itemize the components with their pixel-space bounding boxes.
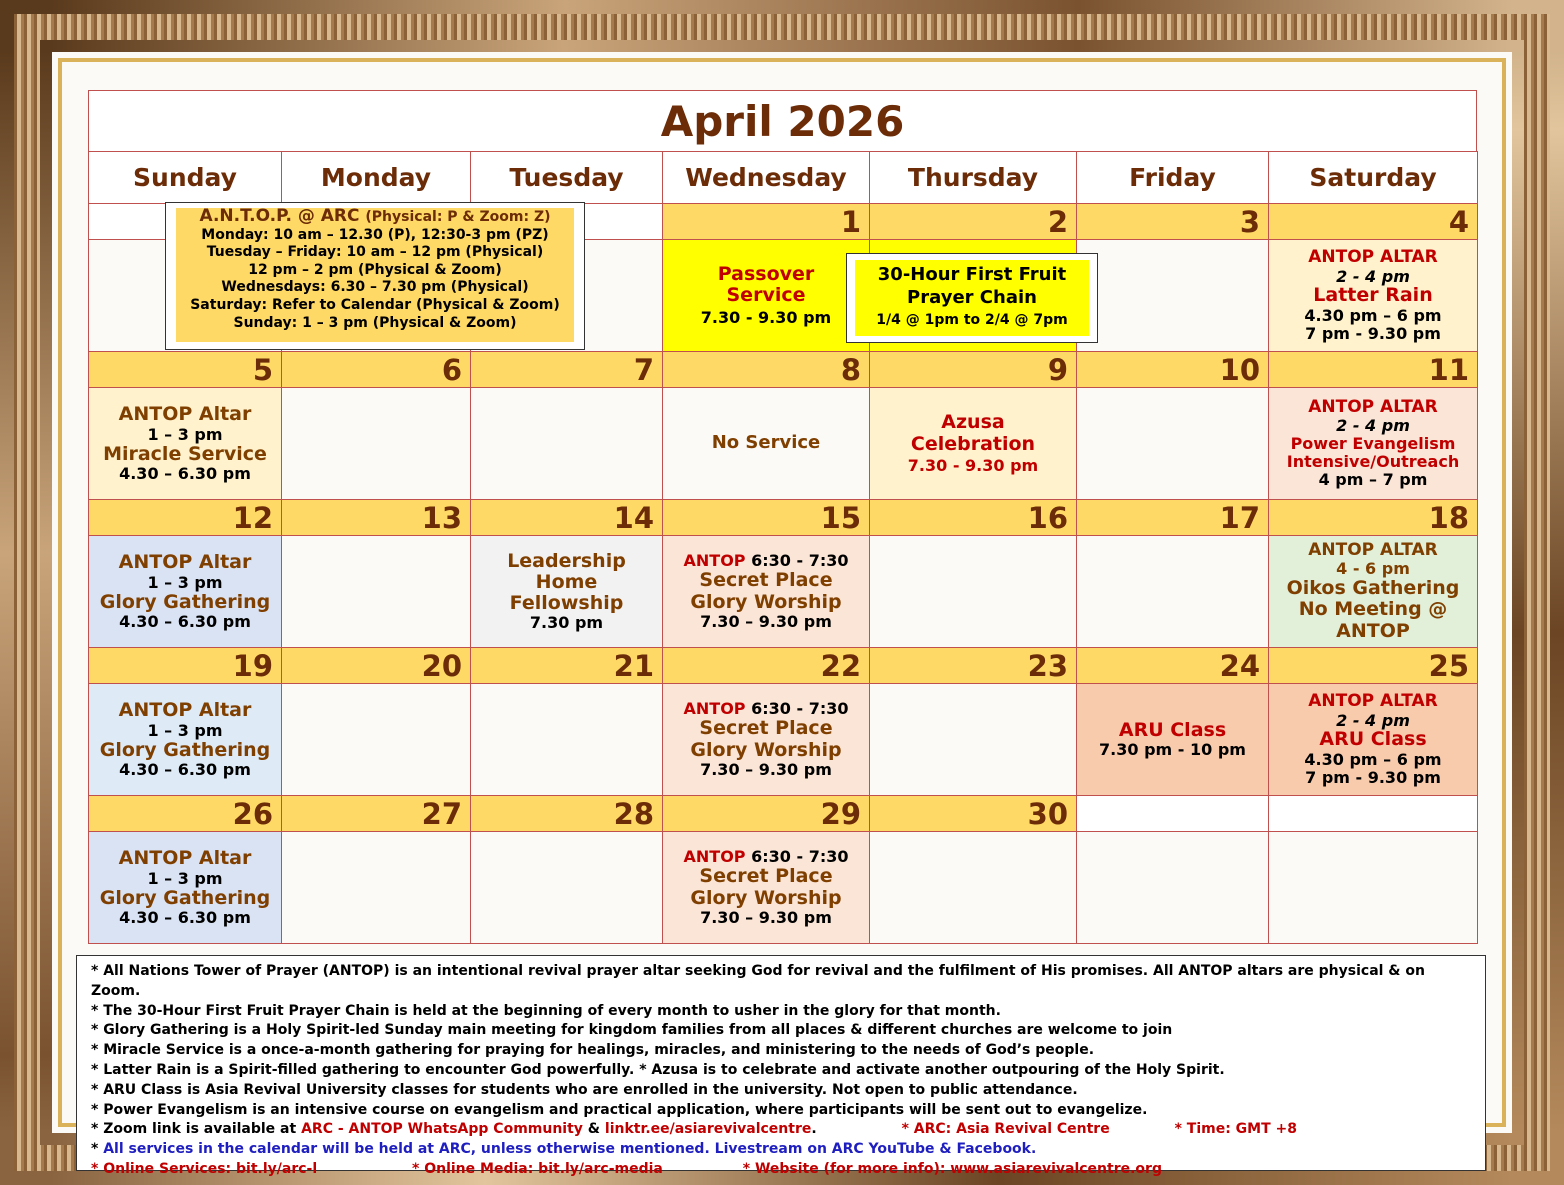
prayer-chain-box (846, 253, 1098, 343)
event-time: 6:30 - 7:30 (751, 699, 849, 719)
date-cell: 22 (663, 648, 870, 684)
event-name: ARU Class (1118, 718, 1227, 741)
event-name: Glory Worship (690, 886, 842, 909)
date-cell: 8 (663, 352, 870, 388)
note-text: . (811, 1121, 817, 1138)
note-line: * Power Evangelism is an intensive course on evangelism and practical application, where participants will be sent out to evangelize. (91, 1101, 1148, 1118)
event-latter-rain (1269, 240, 1478, 352)
note-text: * (91, 1141, 104, 1158)
note-text: * Zoom link is available at (91, 1121, 302, 1138)
note-line: * ARU Class is Asia Revival University classes for students who are enrolled in the university. Not open to public attendance. (91, 1081, 1078, 1098)
event-time: 7.30 – 9.30 pm (700, 759, 832, 779)
event-time: 4.30 – 6.30 pm (119, 759, 251, 779)
event-name: Service (726, 284, 806, 307)
notes-box (76, 955, 1486, 1177)
note-line: * All Nations Tower of Prayer (ANTOP) is an intentional revival prayer altar seeking God for revival and the fulfilment of His promises. All ANTOP altars are physical & on Zoom. (91, 963, 1425, 999)
note-line (91, 1120, 1471, 1140)
weekday-monday: Monday (282, 152, 471, 204)
event-secret-place (663, 536, 870, 648)
event-name: No Service (711, 432, 821, 454)
note-line (91, 1160, 1471, 1180)
event-name: Miracle Service (103, 442, 267, 465)
date-cell: 12 (89, 500, 282, 536)
date-cell (1269, 796, 1478, 832)
event-cell-empty (282, 832, 471, 944)
event-name: ANTOP (683, 847, 746, 867)
antop-heading: A.N.T.O.P. @ ARC (199, 206, 360, 226)
event-name: Secret Place (699, 865, 833, 888)
date-cell: 21 (471, 648, 663, 684)
event-glory-gathering (89, 684, 282, 796)
date-cell: 10 (1077, 352, 1269, 388)
event-aru-class (1077, 684, 1269, 796)
event-name: ANTOP Altar (118, 403, 252, 426)
note-line: * The 30-Hour First Fruit Prayer Chain is held at the beginning of every month to usher in the glory for that month. (91, 1002, 1001, 1019)
whatsapp-community-link[interactable]: ARC - ANTOP WhatsApp Community (301, 1121, 583, 1138)
event-name: Celebration (910, 432, 1036, 455)
note-livestream: All services in the calendar will be held at ARC, unless otherwise mentioned. Livestream on ARC YouTube & Facebook. (103, 1141, 1037, 1158)
week-2-dates (89, 352, 1478, 388)
calendar-title: April 2026 (88, 90, 1477, 151)
antop-line: Wednesdays: 6.30 – 7.30 pm (Physical) (221, 279, 529, 296)
event-time: 2 - 4 pm (1336, 266, 1410, 286)
event-time: 7 pm - 9.30 pm (1305, 323, 1441, 343)
date-cell: 11 (1269, 352, 1478, 388)
event-time: 7.30 – 9.30 pm (700, 611, 832, 631)
event-time: 7.30 - 9.30 pm (700, 308, 832, 328)
note-time: * Time: GMT +8 (1174, 1121, 1297, 1138)
event-cell-empty (1077, 832, 1269, 944)
event-passover (663, 240, 870, 352)
date-cell: 15 (663, 500, 870, 536)
date-cell: 26 (89, 796, 282, 832)
week-3-events (89, 536, 1478, 648)
antop-line: Sunday: 1 – 3 pm (Physical & Zoom) (233, 314, 517, 331)
event-glory-gathering (89, 832, 282, 944)
event-name: Secret Place (699, 569, 833, 592)
event-name: Passover (717, 262, 815, 285)
event-name: ANTOP ALTAR (1308, 691, 1438, 712)
event-name: Fellowship (509, 592, 624, 615)
event-name: Power Evangelism (1290, 434, 1456, 454)
date-cell: 5 (89, 352, 282, 388)
prayer-chain (855, 260, 1089, 336)
event-time: 1 – 3 pm (147, 424, 223, 444)
event-cell-empty (471, 684, 663, 796)
date-cell: 25 (1269, 648, 1478, 684)
event-name: Glory Worship (690, 738, 842, 761)
event-name: Azusa (941, 411, 1005, 434)
weekday-friday: Friday (1077, 152, 1269, 204)
week-4-events (89, 684, 1478, 796)
antop-line: Saturday: Refer to Calendar (Physical & Zoom) (190, 296, 560, 313)
event-aru-class-saturday (1269, 684, 1478, 796)
antop-line: Tuesday – Friday: 10 am – 12 pm (Physical) (206, 244, 544, 261)
note-text: & (582, 1121, 605, 1138)
antop-line: Monday: 10 am – 12.30 (P), 12:30-3 pm (PZ) (201, 226, 549, 243)
note-line (91, 1140, 1471, 1160)
event-time: 2 - 4 pm (1336, 416, 1410, 436)
date-cell: 3 (1077, 204, 1269, 240)
event-oikos-gathering (1269, 536, 1478, 648)
event-name: ANTOP ALTAR (1308, 247, 1438, 268)
event-cell-empty (471, 388, 663, 500)
date-cell: 7 (471, 352, 663, 388)
event-name: Secret Place (699, 717, 833, 740)
event-time: 4 - 6 pm (1336, 559, 1410, 579)
event-name: ANTOP (683, 551, 746, 571)
event-leadership-fellowship (471, 536, 663, 648)
website-link[interactable]: * Website (for more info): www.asiarevivalcentre.org (742, 1160, 1162, 1177)
weekday-saturday: Saturday (1269, 152, 1478, 204)
weekday-tuesday: Tuesday (471, 152, 663, 204)
prayer-chain-dates: 1/4 @ 1pm to 2/4 @ 7pm (876, 312, 1068, 328)
event-glory-gathering (89, 536, 282, 648)
event-time: 4.30 – 6.30 pm (119, 611, 251, 631)
event-time: 7.30 – 9.30 pm (700, 907, 832, 927)
date-cell: 14 (471, 500, 663, 536)
date-cell: 6 (282, 352, 471, 388)
event-cell-empty (1269, 832, 1478, 944)
event-time: 1 – 3 pm (147, 720, 223, 740)
date-cell: 19 (89, 648, 282, 684)
date-cell: 28 (471, 796, 663, 832)
event-name: No Meeting @ (1298, 598, 1448, 621)
week-2-events (89, 388, 1478, 500)
event-cell-empty (471, 832, 663, 944)
weekday-wednesday: Wednesday (663, 152, 870, 204)
prayer-chain-title: Prayer Chain (907, 287, 1037, 308)
date-cell: 2 (870, 204, 1077, 240)
date-cell: 20 (282, 648, 471, 684)
event-azusa (870, 388, 1077, 500)
event-cell-empty (282, 388, 471, 500)
date-cell: 1 (663, 204, 870, 240)
event-time: 4.30 – 6.30 pm (119, 907, 251, 927)
event-name: ANTOP ALTAR (1308, 397, 1438, 418)
note-line: * Miracle Service is a once-a-month gathering for praying for healings, miracles, and ministering to the needs of God’s people. (91, 1042, 1095, 1059)
event-time: 4.30 pm – 6 pm (1304, 305, 1442, 325)
date-cell: 27 (282, 796, 471, 832)
event-name: Oikos Gathering (1286, 577, 1460, 600)
event-name: Glory Worship (690, 590, 842, 613)
event-time: 1 – 3 pm (147, 572, 223, 592)
event-name: ARU Class (1319, 728, 1427, 751)
date-cell (1077, 796, 1269, 832)
event-miracle-service (89, 388, 282, 500)
date-cell: 9 (870, 352, 1077, 388)
linktree-link[interactable]: linktr.ee/asiarevivalcentre (604, 1121, 812, 1138)
antop-line: 12 pm – 2 pm (Physical & Zoom) (248, 261, 502, 278)
online-media-link[interactable]: * Online Media: bit.ly/arc-media (412, 1160, 663, 1177)
event-name: ANTOP Altar (118, 699, 252, 722)
event-name: Glory Gathering (99, 738, 271, 761)
date-cell: 24 (1077, 648, 1269, 684)
event-cell-empty (282, 684, 471, 796)
prayer-chain-title: 30-Hour First Fruit (877, 264, 1067, 285)
week-5-events (89, 832, 1478, 944)
event-time: 6:30 - 7:30 (751, 847, 849, 867)
event-secret-place (663, 832, 870, 944)
event-time: 7.30 - 9.30 pm (907, 455, 1039, 475)
date-cell: 29 (663, 796, 870, 832)
event-power-evangelism (1269, 388, 1478, 500)
event-name: ANTOP (683, 699, 746, 719)
event-cell-empty (1077, 536, 1269, 648)
event-name: ANTOP Altar (118, 551, 252, 574)
date-cell: 4 (1269, 204, 1478, 240)
note-arc: * ARC: Asia Revival Centre (901, 1121, 1110, 1138)
date-cell: 13 (282, 500, 471, 536)
event-cell-empty (870, 832, 1077, 944)
event-time: 7.30 pm (529, 613, 604, 633)
event-name: Latter Rain (1313, 284, 1433, 307)
event-name: Glory Gathering (99, 590, 271, 613)
antop-heading-note: (Physical: P & Zoom: Z) (365, 209, 551, 225)
week-4-dates (89, 648, 1478, 684)
online-services-link[interactable]: * Online Services: bit.ly/arc-l (91, 1160, 318, 1177)
event-time: 4.30 – 6.30 pm (119, 463, 251, 483)
weekday-sunday: Sunday (89, 152, 282, 204)
antop-schedule (176, 208, 574, 342)
event-time: 6:30 - 7:30 (751, 551, 849, 571)
event-name: Glory Gathering (99, 886, 271, 909)
event-name: Home (535, 570, 598, 593)
event-time: 4 pm – 7 pm (1318, 469, 1428, 489)
event-time: 4.30 pm – 6 pm (1304, 749, 1442, 769)
event-no-service (663, 388, 870, 500)
event-name: ANTOP ALTAR (1308, 540, 1438, 561)
event-cell-empty (1077, 388, 1269, 500)
event-name: Intensive/Outreach (1286, 452, 1460, 472)
weekday-header-row (89, 152, 1478, 204)
event-cell-empty (1077, 240, 1269, 352)
event-name: ANTOP (1336, 619, 1410, 642)
event-name: Leadership (507, 549, 626, 572)
event-time: 2 - 4 pm (1336, 710, 1410, 730)
note-line: * Latter Rain is a Spirit-filled gathering to encounter God powerfully. * Azusa is to celebrate and activate another outpouring of the Holy Spirit. (91, 1061, 1225, 1078)
event-time: 7 pm - 9.30 pm (1305, 767, 1441, 787)
date-cell: 17 (1077, 500, 1269, 536)
event-cell-empty (870, 536, 1077, 648)
weekday-thursday: Thursday (870, 152, 1077, 204)
date-cell: 18 (1269, 500, 1478, 536)
date-cell: 30 (870, 796, 1077, 832)
event-cell-empty (870, 684, 1077, 796)
event-secret-place (663, 684, 870, 796)
note-line: * Glory Gathering is a Holy Spirit-led Sunday main meeting for kingdom families from all places & different churches are welcome to join (91, 1022, 1173, 1039)
date-cell: 23 (870, 648, 1077, 684)
week-5-dates (89, 796, 1478, 832)
antop-schedule-box (165, 202, 585, 350)
week-3-dates (89, 500, 1478, 536)
event-time: 7.30 pm - 10 pm (1099, 740, 1246, 760)
event-name: ANTOP Altar (118, 847, 252, 870)
date-cell: 16 (870, 500, 1077, 536)
event-time: 1 – 3 pm (147, 868, 223, 888)
event-cell-empty (282, 536, 471, 648)
